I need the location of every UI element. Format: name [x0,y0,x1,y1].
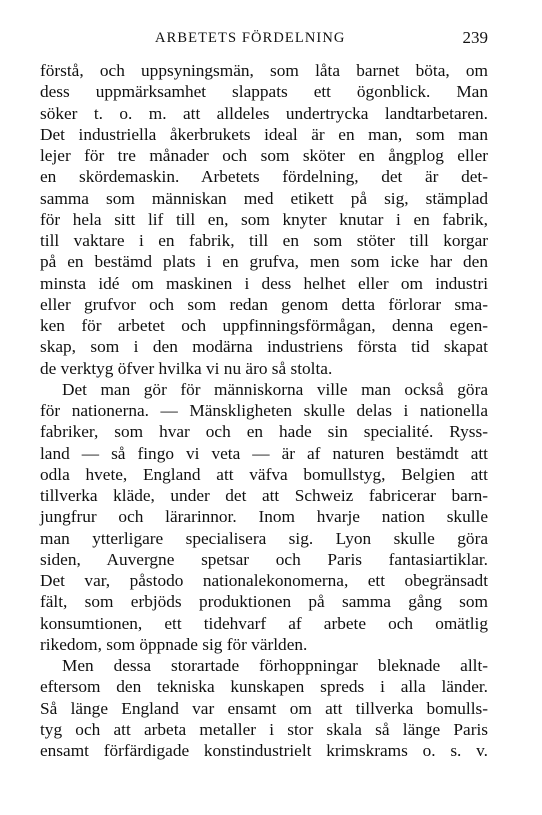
text-line: odla hvete, England att väfva bomullstyg, Belgien att [40,464,488,484]
running-title: ARBETETS FÖRDELNING [155,30,346,46]
text-line: dess uppmärksamhet slappats ett ögonblick. Man [40,82,488,102]
text-line: ken för arbetet och uppfinningsförmågan, denna egen- [40,316,488,335]
body-text [40,60,488,761]
text-line: samma som människan med etikett på sig, stämplad [40,188,488,208]
text-line: jungfrur och lärarinnor. Inom hvarje nation skulle [40,507,488,527]
text-line: eller grufvor och som redan genom detta förlorar sma- [40,294,488,314]
text-line: de verktyg öfver hvilka vi nu äro så stolta. [40,358,333,378]
text-line: för nationerna. — Mänskligheten skulle delas i nationella [40,401,488,420]
text-line: tyg och att arbeta metaller i stor skala så länge Paris [40,719,488,739]
text-line: fält, som erbjöds produktionen på samma gång som [40,592,488,612]
text-line: tillverka kläde, under det att Schweiz fabricerar barn- [40,486,488,505]
text-line: Så länge England var ensamt om att tillverka bomulls- [40,698,488,718]
text-line: söker t. o. m. att alldeles undertrycka landtarbetaren. [40,103,488,123]
text-line: minsta idé om maskinen i dess helhet eller om industri [40,273,488,293]
text-line: lejer för tre månader och som sköter en ångplog eller [40,146,488,165]
text-line: på en bestämd plats i en grufva, men som icke har den [40,252,488,272]
text-line: Det var, påstodo nationalekonomerna, ett obegränsadt [40,571,488,590]
text-line: fabriker, som hvar och en hade sin specialité. Ryss- [40,422,488,442]
text-line: land — så fingo vi veta — är af naturen bestämdt att [40,443,488,463]
text-line: ensamt förfärdigade konstindustrielt krimskrams o. s. v. [40,741,488,760]
text-line: skap, som i den modärna industriens första tid skapat [40,337,488,357]
page-header [40,30,488,52]
text-line: siden, Auvergne spetsar och Paris fantasiartiklar. [40,549,488,569]
text-line: rikedom, som öppnade sig för världen. [40,634,308,654]
text-line: eftersom den tekniska kunskapen spreds i alla länder. [40,677,488,697]
text-line: Men dessa storartade förhoppningar bleknade allt- [62,656,488,675]
text-line: konsumtionen, ett tidehvarf af arbete och omätlig [40,613,488,633]
text-line: för hela sitt lif till en, som knyter knutar i en fabrik, [40,209,488,229]
text-line: man ytterligare specialisera sig. Lyon skulle göra [40,528,488,548]
text-line: till vaktare i en fabrik, till en som stöter till korgar [40,231,488,250]
text-line: Det man gör för människorna ville man också göra [62,379,488,399]
text-line: Det industriella åkerbrukets ideal är en man, som man [40,124,488,144]
page-number: 239 [462,28,488,47]
text-line: en skördemaskin. Arbetets fördelning, det är det- [40,167,488,187]
text-line: förstå, och uppsyningsmän, som låta barnet böta, om [40,61,488,80]
